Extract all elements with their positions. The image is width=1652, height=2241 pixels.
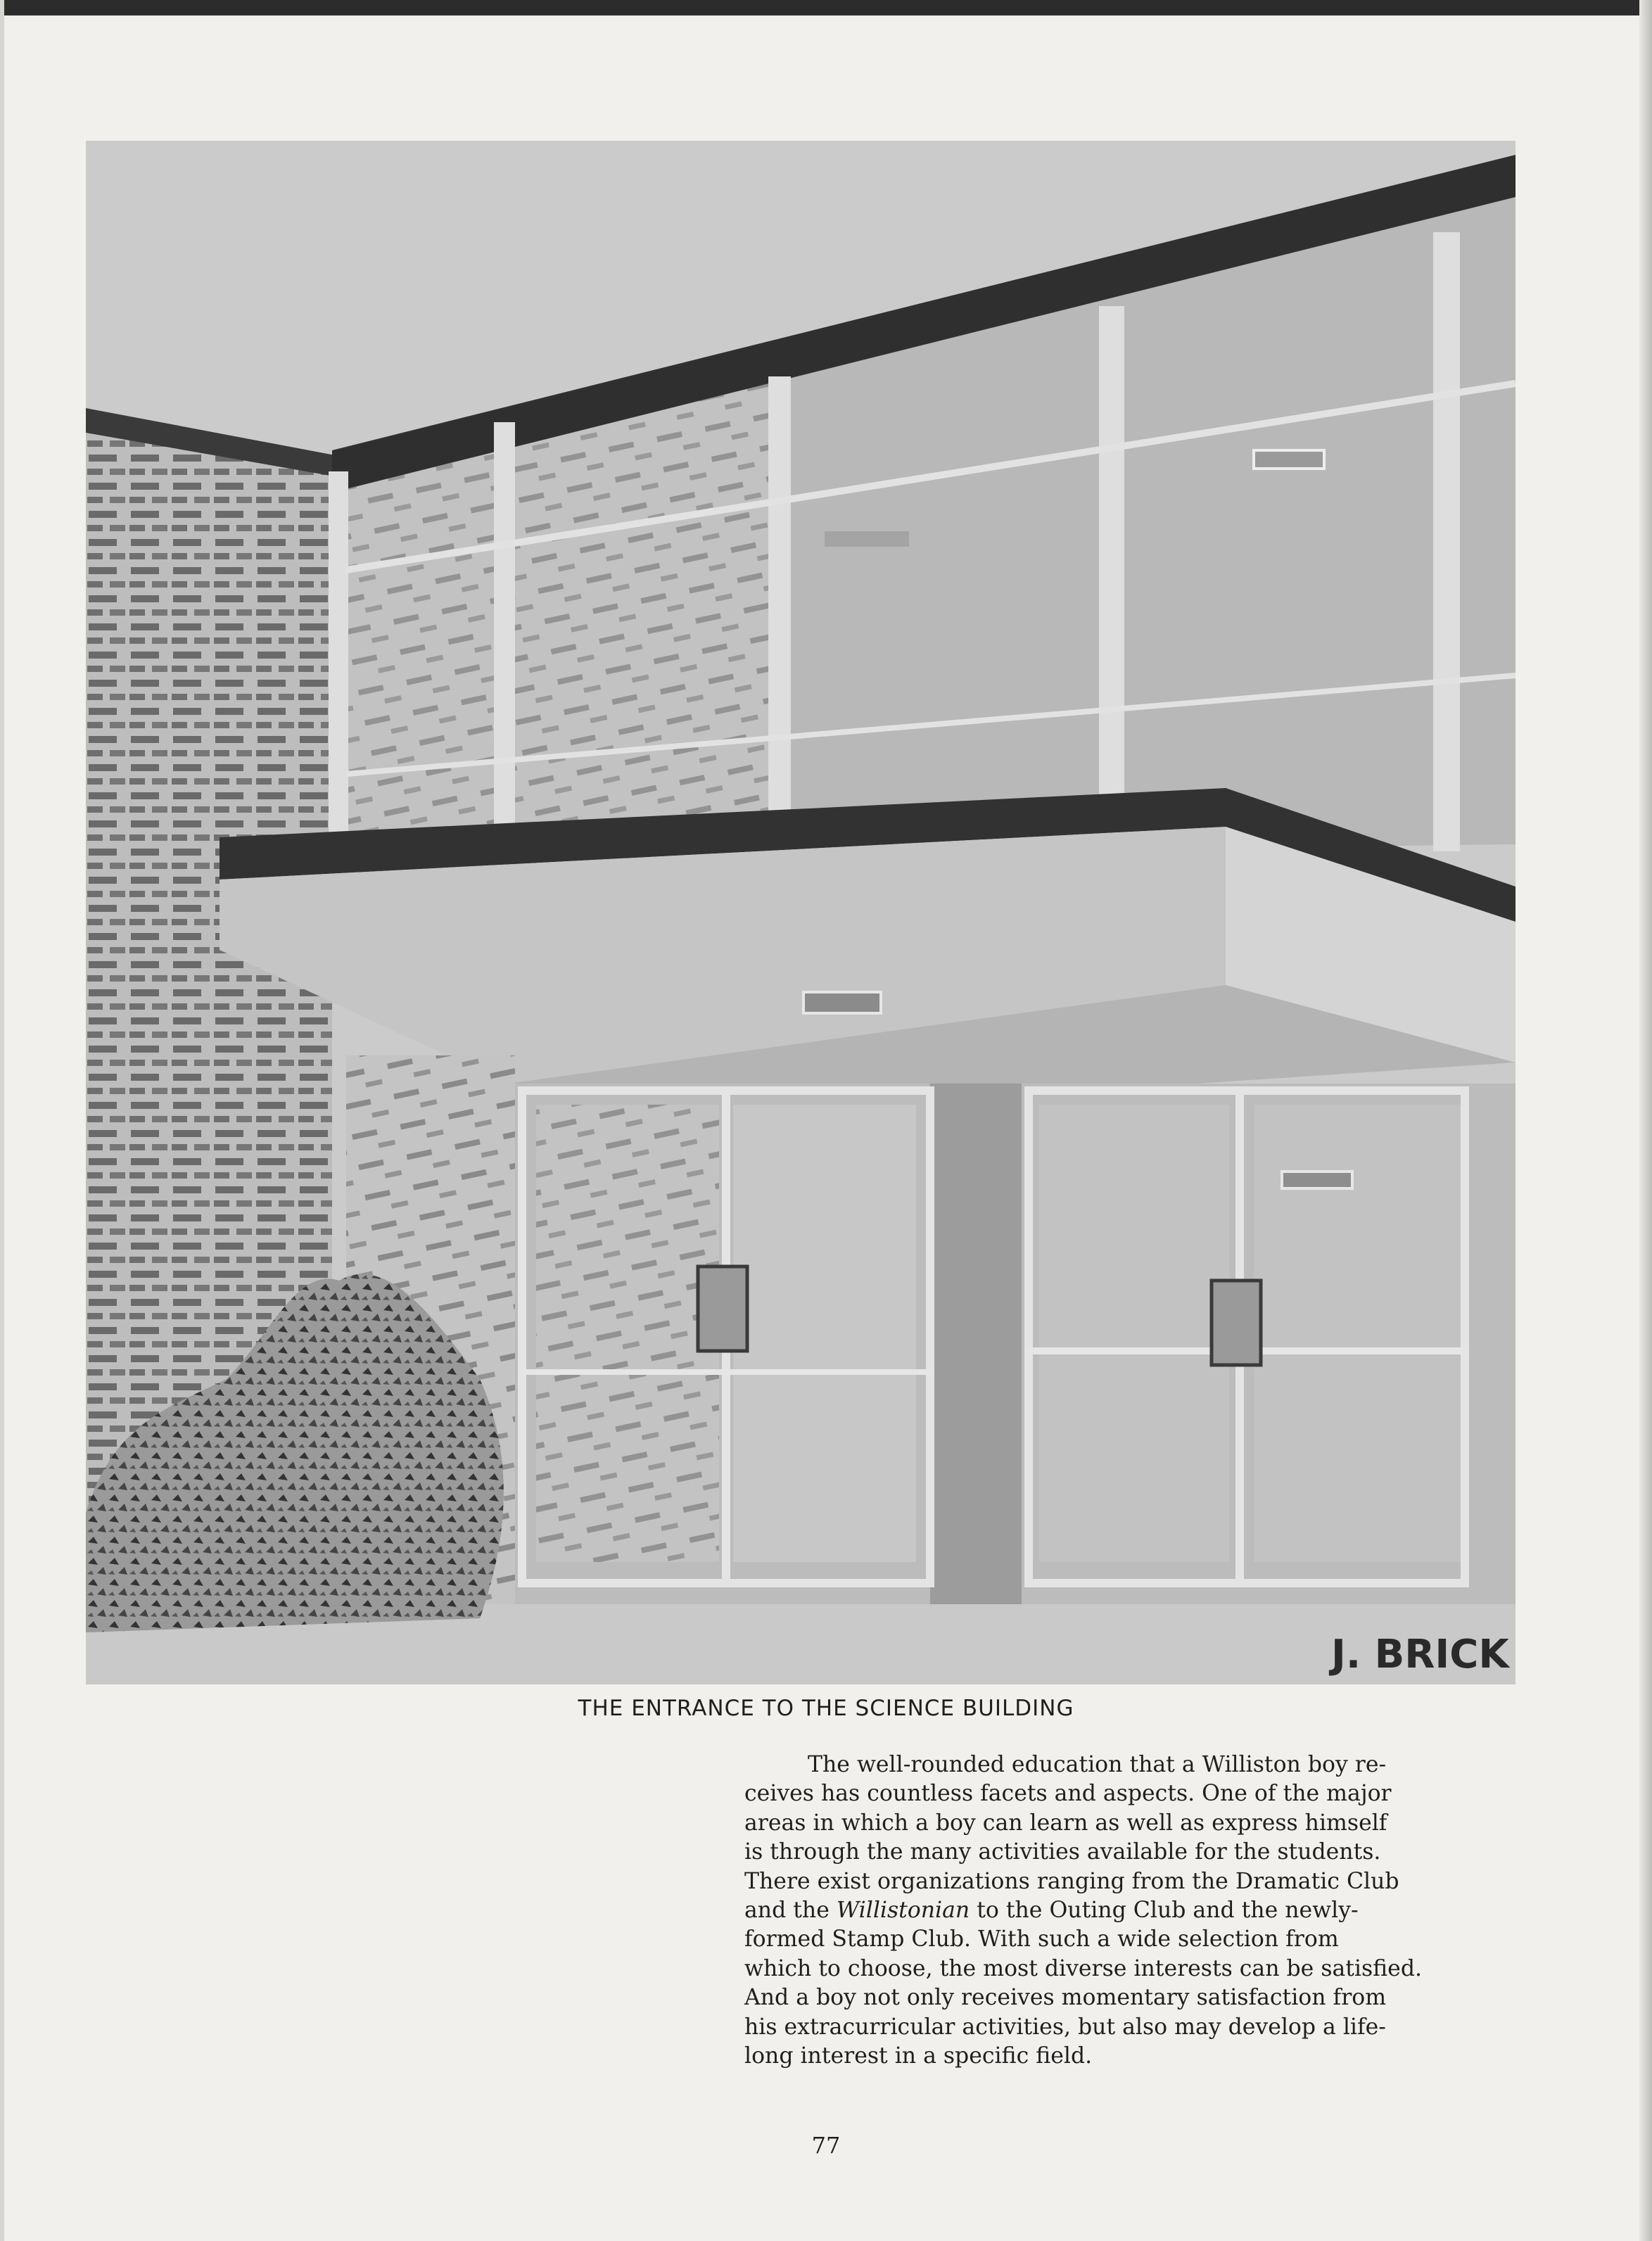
body-line-segment: to the Outing Club and the newly-	[970, 1898, 1359, 1924]
artist-signature: J. BRICK	[1331, 1632, 1509, 1677]
body-line: is through the many activities available for the students.	[744, 1839, 1381, 1865]
body-line: There exist organizations ranging from the Dramatic Club	[744, 1868, 1399, 1894]
scan-left-edge	[0, 0, 4, 2241]
body-paragraph	[744, 1751, 1539, 2071]
illustration-caption: THE ENTRANCE TO THE SCIENCE BUILDING	[578, 1696, 1074, 1721]
body-line: areas in which a boy can learn as well as express himself	[744, 1810, 1387, 1836]
drawing-svg	[86, 141, 1516, 1684]
body-line: ceives has countless facets and aspects. One of the major	[744, 1781, 1392, 1807]
page-number: 77	[811, 2132, 841, 2159]
scan-top-edge	[0, 0, 1652, 15]
body-line-segment: and the	[744, 1898, 837, 1924]
body-line: which to choose, the most diverse interests can be satisfied.	[744, 1955, 1422, 1981]
scan-right-edge	[1639, 0, 1652, 2241]
body-line: The well-rounded education that a Williston boy re-	[808, 1752, 1387, 1777]
body-line: And a boy not only receives momentary satisfaction from	[744, 1985, 1387, 2011]
science-building-drawing	[86, 141, 1516, 1684]
body-line: his extracurricular activities, but also may develop a life-	[744, 2014, 1386, 2040]
body-line: formed Stamp Club. With such a wide selection from	[744, 1926, 1339, 1953]
body-line	[744, 1896, 1539, 1925]
willistonian-title: Willistonian	[836, 1898, 970, 1924]
body-line: long interest in a specific field.	[744, 2043, 1093, 2069]
